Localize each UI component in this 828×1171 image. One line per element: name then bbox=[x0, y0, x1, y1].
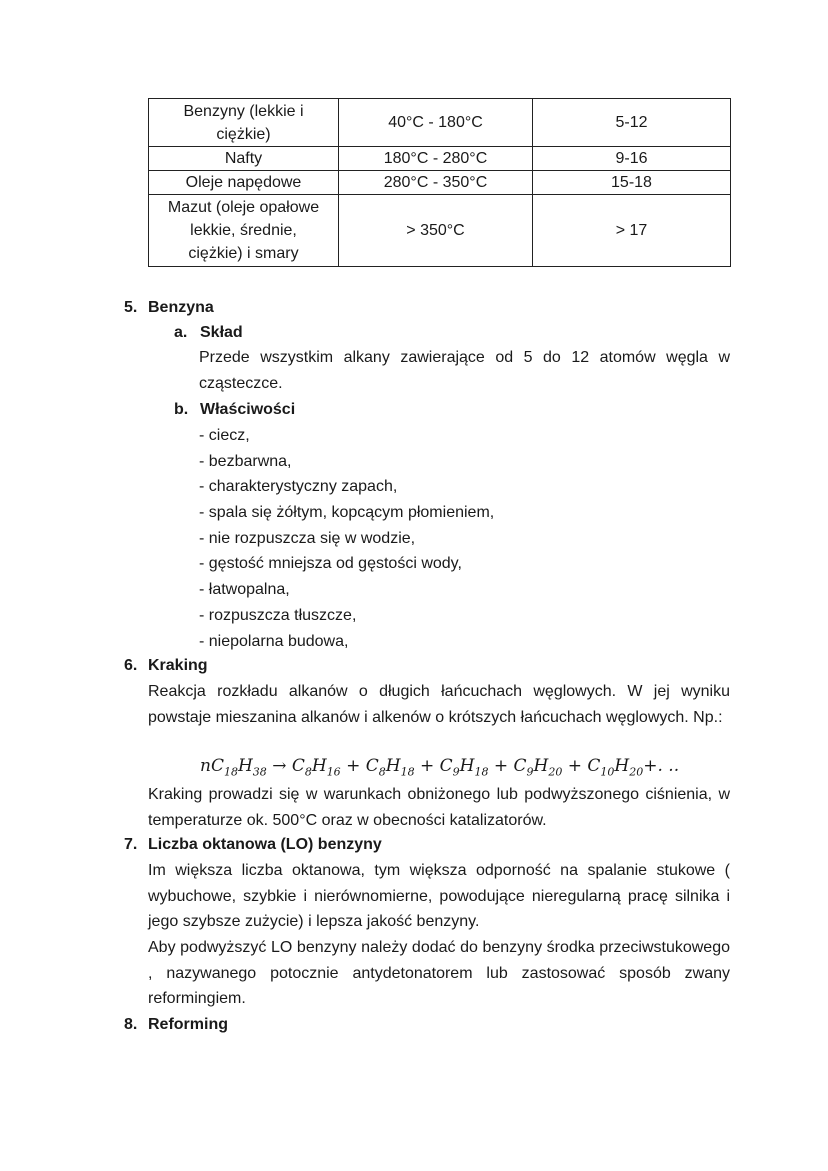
subsection-letter: a. bbox=[174, 324, 188, 341]
section-heading-benzyna bbox=[124, 297, 214, 319]
list-item: - łatwopalna, bbox=[199, 581, 290, 599]
table-cell: 40°C - 180°C bbox=[339, 99, 533, 147]
list-item: - ciecz, bbox=[199, 427, 250, 444]
list-item: - nie rozpuszcza się w wodzie, bbox=[199, 529, 416, 547]
table-row bbox=[149, 195, 731, 267]
list-item: - niepolarna budowa, bbox=[199, 632, 349, 650]
section-heading-liczba-oktanowa bbox=[124, 834, 382, 856]
subsection-title: Właściwości bbox=[200, 401, 296, 418]
table-cell: > 17 bbox=[533, 195, 731, 267]
list-item: - charakterystyczny zapach, bbox=[199, 478, 398, 496]
subsection-title: Skład bbox=[200, 324, 243, 341]
section-number: 7. bbox=[124, 836, 138, 853]
subsection-heading-sklad bbox=[174, 322, 243, 344]
table-cell: 5-12 bbox=[533, 99, 731, 147]
section-title: Benzyna bbox=[148, 299, 214, 316]
kraking-conditions-paragraph: Kraking prowadzi się w warunkach obniżonego lub podwyższonego ciśnienia, w temperaturze ok. 500°C oraz w obecności katalizatorów. bbox=[148, 786, 730, 829]
octane-paragraph-2: Aby podwyższyć LO benzyny należy dodać do benzyny środka przeciwstukowego , nazywanego potocznie antydetonatorem lub zastosować sposób zwany reformingiem. bbox=[148, 939, 730, 1008]
subsection-heading-wlasciwosci bbox=[174, 399, 295, 421]
table-cell: 15-18 bbox=[533, 171, 731, 195]
cracking-equation: $nC_{18}H_{38} \to C_8H_{16} + C_8H_{18} + C_9H_{18} + C_9H_{20} + C_{10}H_{20}+$. .. bbox=[200, 756, 680, 779]
list-item: - rozpuszcza tłuszcze, bbox=[199, 606, 357, 624]
table-row bbox=[149, 171, 731, 195]
list-item: - bezbarwna, bbox=[199, 452, 292, 470]
kraking-paragraph: Reakcja rozkładu alkanów o długich łańcuchach węglowych. W jej wyniku powstaje mieszanina alkanów i alkenów o krótszych łańcuchach węglowych. Np.: bbox=[148, 683, 730, 726]
table-cell: 180°C - 280°C bbox=[339, 147, 533, 171]
list-item: - gęstość mniejsza od gęstości wody, bbox=[199, 555, 462, 573]
table-cell: Mazut (oleje opałowe lekkie, średnie, ciężkie) i smary bbox=[149, 195, 339, 267]
table-row bbox=[149, 99, 731, 147]
section-number: 8. bbox=[124, 1016, 138, 1033]
properties-list bbox=[199, 423, 730, 654]
table-cell: 280°C - 350°C bbox=[339, 171, 533, 195]
list-item: - spala się żółtym, kopcącym płomieniem, bbox=[199, 504, 495, 522]
section-title: Kraking bbox=[148, 657, 208, 674]
octane-paragraph-1: Im większa liczba oktanowa, tym większa odporność na spalanie stukowe ( wybuchowe, szybkie i nierównomierne, powodujące nieregularną pracę silnika i jego szybsze zużycie) i lepsza jakość benzyny. bbox=[148, 862, 730, 931]
section-title: Reforming bbox=[148, 1016, 228, 1033]
sklad-paragraph: Przede wszystkim alkany zawierające od 5 do 12 atomów węgla w cząsteczce. bbox=[199, 349, 730, 392]
section-heading-reforming bbox=[124, 1014, 228, 1036]
table-cell: > 350°C bbox=[339, 195, 533, 267]
table-row bbox=[149, 147, 731, 171]
table-cell: Nafty bbox=[149, 147, 339, 171]
table-cell: 9-16 bbox=[533, 147, 731, 171]
table-cell: Oleje napędowe bbox=[149, 171, 339, 195]
section-heading-kraking bbox=[124, 655, 208, 677]
fractions-table bbox=[148, 98, 731, 267]
subsection-letter: b. bbox=[174, 401, 189, 418]
section-title: Liczba oktanowa (LO) benzyny bbox=[148, 836, 382, 853]
table-cell: Benzyny (lekkie i ciężkie) bbox=[149, 99, 339, 147]
section-number: 6. bbox=[124, 657, 138, 674]
section-number: 5. bbox=[124, 299, 138, 316]
